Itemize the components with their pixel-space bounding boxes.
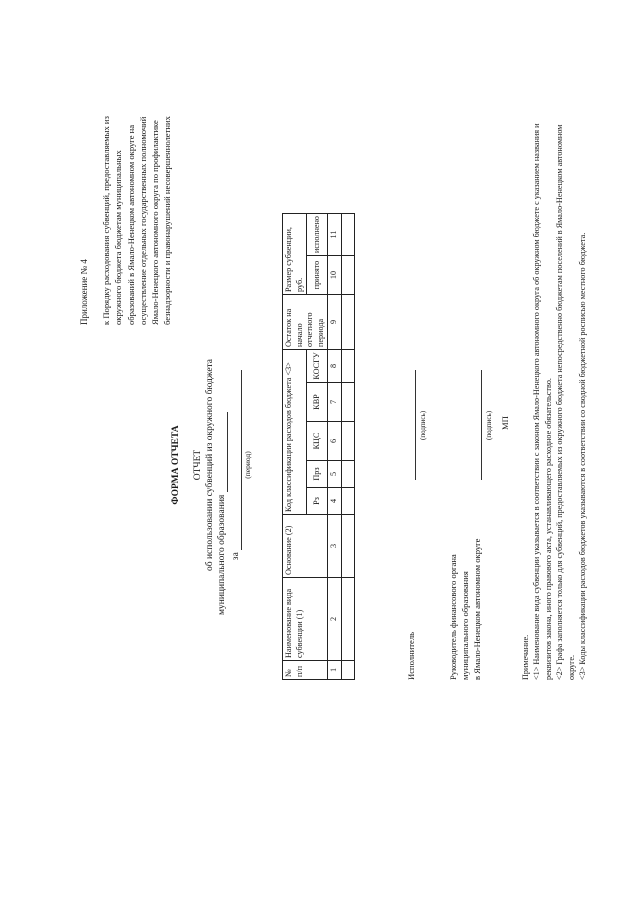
col-kosgu-header: КОСГУ: [307, 350, 328, 383]
municipality-label: муниципального образования: [217, 494, 227, 615]
note-1: <1> Наименование вида субвенции указывается в соответствии с законом Ямало-Ненецкого автономного округа об окружном бюджете с указанием названия и реквизитов закона, иного правового акта, устанавливающего расходное обязательство.: [532, 123, 553, 680]
col-done-header: исполнено: [307, 214, 328, 256]
col-num-header: № п/п: [283, 661, 328, 680]
table-header-row: [283, 214, 307, 680]
executor-sign-field[interactable]: [405, 370, 416, 480]
executor-label: Исполнитель: [406, 631, 416, 680]
col-rz-header: Рз: [307, 488, 328, 515]
table-cell[interactable]: [341, 256, 354, 295]
report-header: [170, 255, 254, 675]
head-line-3: в Ямало-Ненецком автономном округе: [472, 538, 483, 680]
table-cell[interactable]: [341, 661, 354, 680]
col-planned-header: принято: [307, 256, 328, 295]
table-number-row: [328, 214, 342, 680]
col-kcs-header: КЦС: [307, 422, 328, 461]
executor-sign-caption: (подпись): [419, 410, 427, 440]
col-number-cell: 9: [328, 295, 342, 350]
report-title: ОТЧЕТ: [193, 449, 203, 481]
period-field[interactable]: [232, 370, 242, 550]
table-cell[interactable]: [341, 461, 354, 488]
report-table: [282, 213, 355, 680]
col-prz-header: Прз: [307, 461, 328, 488]
col-number-cell: 6: [328, 422, 342, 461]
table-cell[interactable]: [341, 422, 354, 461]
period-prefix: за: [231, 552, 241, 561]
table-cell[interactable]: [341, 295, 354, 350]
executor-row: [405, 120, 425, 680]
col-number-cell: 2: [328, 578, 342, 661]
notes-block: [520, 120, 588, 680]
col-number-cell: 5: [328, 461, 342, 488]
stamp-label: МП: [500, 416, 510, 430]
head-line-1: Руководитель финансового органа: [448, 554, 458, 680]
col-kvr-header: КВР: [307, 383, 328, 422]
col-number-cell: 3: [328, 515, 342, 578]
form-title: ФОРМА ОТЧЕТА: [171, 425, 181, 505]
table-cell[interactable]: [341, 350, 354, 383]
appendix-block: [78, 105, 173, 325]
table-empty-row: [341, 214, 354, 680]
signatures-block: [405, 120, 511, 680]
notes-heading: Примечание.: [521, 634, 530, 680]
table-cell[interactable]: [341, 488, 354, 515]
table-cell[interactable]: [341, 383, 354, 422]
col-size-group-header: Размер субвенции, руб.: [283, 214, 307, 295]
municipality-field[interactable]: [218, 412, 228, 492]
table-cell[interactable]: [341, 515, 354, 578]
table-cell[interactable]: [341, 214, 354, 256]
note-3: <3> Коды классификации расходов бюджетов указываются в соответствии со сводной бюджетной росписью местного бюджета.: [578, 232, 588, 680]
col-number-cell: 4: [328, 488, 342, 515]
col-code-group-header: Код классификации расходов бюджета <3>: [283, 350, 307, 515]
table-cell[interactable]: [341, 578, 354, 661]
report-subtitle: об использовании субвенций из окружного бюджета: [205, 358, 215, 572]
head-sign-field[interactable]: [471, 370, 482, 480]
col-number-cell: 1: [328, 661, 342, 680]
col-basis-header: Основание (2): [283, 515, 328, 578]
head-row: [447, 120, 493, 680]
head-line-2: муниципального образования: [460, 571, 471, 680]
col-balance-header: Остаток на начало отчетного периода: [283, 295, 328, 350]
note-2: <2> Графа заполняется только для субвенций, предоставляемых из окружного бюджета непосредственно бюджетам поселений в Ямало-Ненецком автономном округе.: [555, 124, 576, 680]
col-name-header: Наименование вида субвенции (1): [283, 578, 328, 661]
period-caption: (период): [243, 451, 252, 479]
appendix-text: к Порядку расходования субвенций, предоставляемых из окружного бюджета бюджетам муниципальных образований в Ямало-Ненецком автономном округе на осуществление отдельных государственных полномочий Ямало-Ненецкого автономного округа по профилактике безнадзорности и правонарушений несовершеннолетних: [101, 116, 173, 325]
col-number-cell: 7: [328, 383, 342, 422]
head-sign-caption: (подпись): [485, 410, 493, 440]
col-number-cell: 10: [328, 256, 342, 295]
col-number-cell: 11: [328, 214, 342, 256]
appendix-number: Приложение № 4: [79, 259, 89, 325]
col-number-cell: 8: [328, 350, 342, 383]
